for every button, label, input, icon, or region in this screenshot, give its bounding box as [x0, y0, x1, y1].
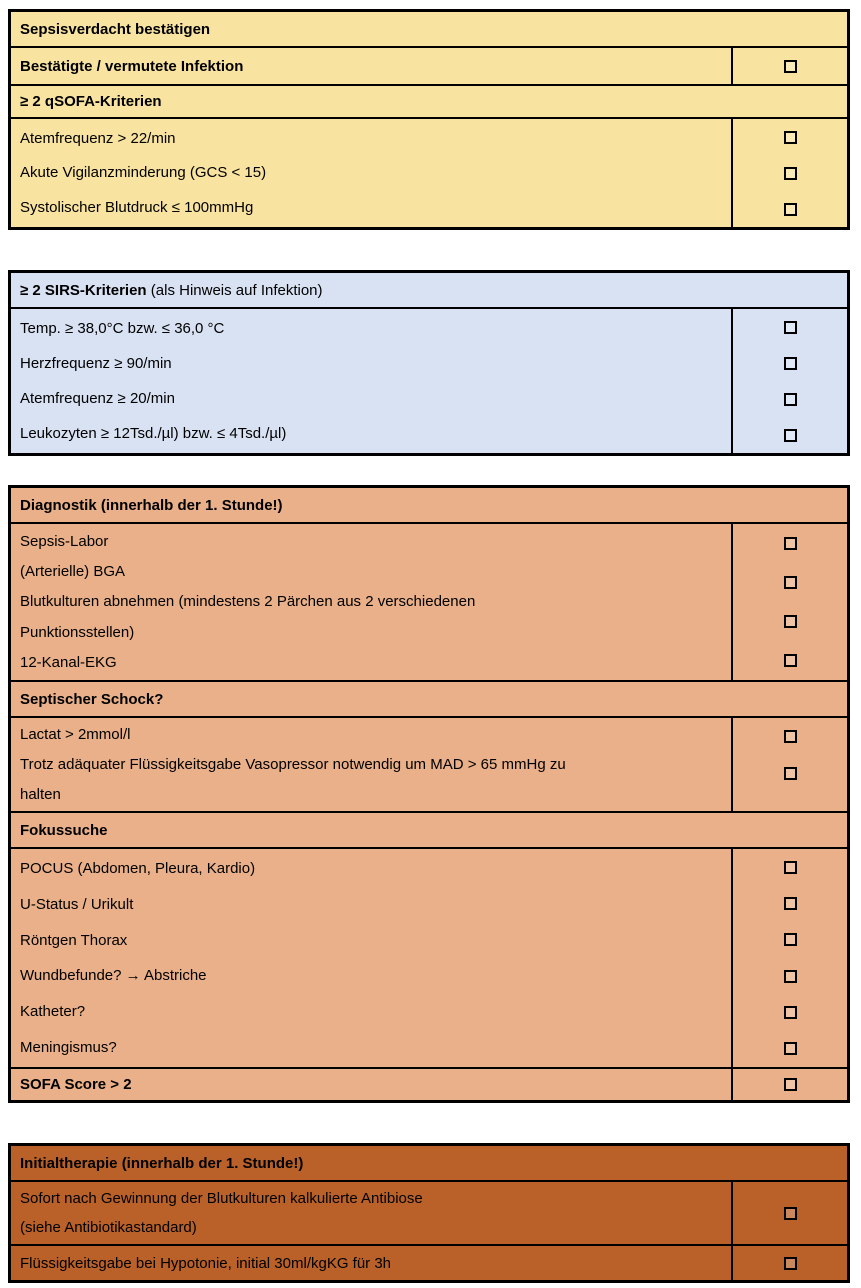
checklist-row [11, 1067, 847, 1100]
checklist-item-text: Trotz adäquater Flüssigkeitsgabe Vasopressor notwendig um MAD > 65 mmHg zu [20, 755, 566, 773]
checkbox[interactable] [784, 1257, 797, 1270]
section-header-row [11, 84, 847, 117]
checklist-table-initialtherapie [8, 1143, 850, 1283]
item-text-cell [11, 524, 731, 680]
checklist-item-text: Röntgen Thorax [20, 931, 128, 949]
section-header-row [11, 12, 847, 46]
checkbox-wrapper [784, 1207, 797, 1220]
checkbox-wrapper [784, 576, 797, 589]
section-header-label: ≥ 2 qSOFA-Kriterien [20, 93, 162, 110]
checklist-item-text: Flüssigkeitsgabe bei Hypotonie, initial 30ml/kgKG für 3h [20, 1254, 392, 1272]
checkbox-cell [731, 1182, 847, 1244]
checkbox-wrapper [784, 60, 797, 73]
checklist-item-text: Katheter? [20, 1002, 86, 1020]
checkbox-cell [731, 309, 847, 453]
checklist-table-sepsisverdacht [8, 9, 850, 230]
section-header-row [11, 1146, 847, 1180]
checklist-item-text: Wundbefunde? → Abstriche [20, 967, 207, 985]
item-text-cell [11, 309, 731, 453]
checklist-row [11, 117, 847, 227]
section-header-row [11, 680, 847, 716]
checkbox-cell [731, 849, 847, 1067]
checkbox[interactable] [784, 537, 797, 550]
checkbox[interactable] [784, 615, 797, 628]
checkbox-cell [731, 524, 847, 680]
checklist-item-text: Systolischer Blutdruck ≤ 100mmHg [20, 199, 254, 217]
checklist-item-text: (siehe Antibiotikastandard) [20, 1219, 197, 1236]
checklist-item-text: Blutkulturen abnehmen (mindestens 2 Pärchen aus 2 verschiedenen [20, 593, 476, 611]
section-header-label: ≥ 2 SIRS-Kriterien [20, 281, 147, 299]
checkbox[interactable] [784, 167, 797, 180]
checkbox-wrapper [784, 1006, 797, 1019]
checkbox[interactable] [784, 1042, 797, 1055]
checkbox-wrapper [784, 537, 797, 550]
checkbox[interactable] [784, 1078, 797, 1091]
checkbox[interactable] [784, 60, 797, 73]
checkbox[interactable] [784, 970, 797, 983]
section-header-label: Sepsisverdacht bestätigen [20, 20, 211, 38]
item-text-cell [11, 849, 731, 1067]
checkbox-wrapper [784, 615, 797, 628]
checklist-item-text: Leukozyten ≥ 12Tsd./µl) bzw. ≤ 4Tsd./µl) [20, 425, 287, 442]
checkbox[interactable] [784, 1006, 797, 1019]
checkbox-wrapper [784, 429, 797, 442]
document [8, 9, 850, 1283]
checkbox-wrapper [784, 861, 797, 874]
checklist-item-text: U-Status / Urikult [20, 895, 134, 913]
checklist-item-text: (Arterielle) BGA [20, 563, 126, 581]
item-text-cell [11, 119, 731, 227]
checkbox-wrapper [784, 654, 797, 667]
item-text-cell [11, 1069, 731, 1100]
checklist-item-text: Punktionsstellen) [20, 623, 135, 641]
checkbox-wrapper [784, 357, 797, 370]
section-header-row [11, 811, 847, 847]
checkbox-wrapper [784, 167, 797, 180]
checkbox-wrapper [784, 1078, 797, 1091]
checklist-item-text: POCUS (Abdomen, Pleura, Kardio) [20, 860, 256, 878]
checklist-row [11, 1180, 847, 1244]
section-header-label: Septischer Schock? [20, 690, 164, 708]
checkbox-cell [731, 1069, 847, 1100]
checklist-table-diagnostik [8, 485, 850, 1103]
checkbox-wrapper [784, 321, 797, 334]
checklist-item-text: Meningismus? [20, 1038, 117, 1056]
checkbox[interactable] [784, 203, 797, 216]
checkbox[interactable] [784, 730, 797, 743]
checklist-row [11, 1244, 847, 1280]
item-text-cell [11, 48, 731, 84]
checkbox-cell [731, 718, 847, 811]
checklist-row [11, 847, 847, 1067]
checkbox[interactable] [784, 861, 797, 874]
checklist-item-text: Akute Vigilanzminderung (GCS < 15) [20, 164, 267, 182]
section-header-sublabel: (als Hinweis auf Infektion) [146, 281, 323, 299]
checkbox-wrapper [784, 1257, 797, 1270]
item-text-cell [11, 1246, 731, 1280]
checkbox-cell [731, 48, 847, 84]
checkbox[interactable] [784, 393, 797, 406]
checkbox-wrapper [784, 897, 797, 910]
item-text-cell [11, 718, 731, 811]
section-header-row [11, 488, 847, 522]
checklist-item-text: Bestätigte / vermutete Infektion [20, 57, 244, 75]
checklist-item-text: halten [20, 785, 61, 803]
section-header-label: Initialtherapie (innerhalb der 1. Stunde!) [20, 1154, 304, 1172]
checklist-row [11, 716, 847, 811]
checklist-item-text: Lactat > 2mmol/l [20, 726, 131, 744]
checkbox-wrapper [784, 755, 797, 792]
checkbox[interactable] [784, 576, 797, 589]
checkbox[interactable] [784, 767, 797, 780]
checkbox-wrapper [784, 203, 797, 216]
checkbox[interactable] [784, 321, 797, 334]
checklist-item-text: Atemfrequenz ≥ 20/min [20, 390, 175, 407]
checkbox-wrapper [784, 970, 797, 983]
checkbox-wrapper [784, 718, 797, 755]
checkbox[interactable] [784, 357, 797, 370]
checkbox-wrapper [784, 933, 797, 946]
checklist-item-text: SOFA Score > 2 [20, 1076, 132, 1093]
section-header-label: Diagnostik (innerhalb der 1. Stunde!) [20, 496, 283, 514]
checkbox[interactable] [784, 1207, 797, 1220]
checklist-item-text: 12-Kanal-EKG [20, 654, 117, 672]
section-header-row [11, 273, 847, 307]
checklist-item-text: Sepsis-Labor [20, 532, 109, 550]
checkbox-wrapper [784, 131, 797, 144]
checkbox[interactable] [784, 897, 797, 910]
checkbox-wrapper [784, 393, 797, 406]
checkbox[interactable] [784, 654, 797, 667]
checkbox-cell [731, 1246, 847, 1280]
checkbox[interactable] [784, 933, 797, 946]
checklist-row [11, 46, 847, 84]
checklist-table-sirs [8, 270, 850, 456]
checkbox[interactable] [784, 131, 797, 144]
section-header-label: Fokussuche [20, 821, 108, 839]
item-text-cell [11, 1182, 731, 1244]
checklist-item-text: Sofort nach Gewinnung der Blutkulturen kalkulierte Antibiose [20, 1190, 423, 1207]
checklist-item-text: Herzfrequenz ≥ 90/min [20, 355, 172, 372]
checkbox[interactable] [784, 429, 797, 442]
checklist-row [11, 522, 847, 680]
checklist-row [11, 307, 847, 453]
checkbox-wrapper [784, 1042, 797, 1055]
checklist-item-text: Temp. ≥ 38,0°C bzw. ≤ 36,0 °C [20, 320, 225, 337]
checkbox-cell [731, 119, 847, 227]
checklist-item-text: Atemfrequenz > 22/min [20, 129, 176, 147]
